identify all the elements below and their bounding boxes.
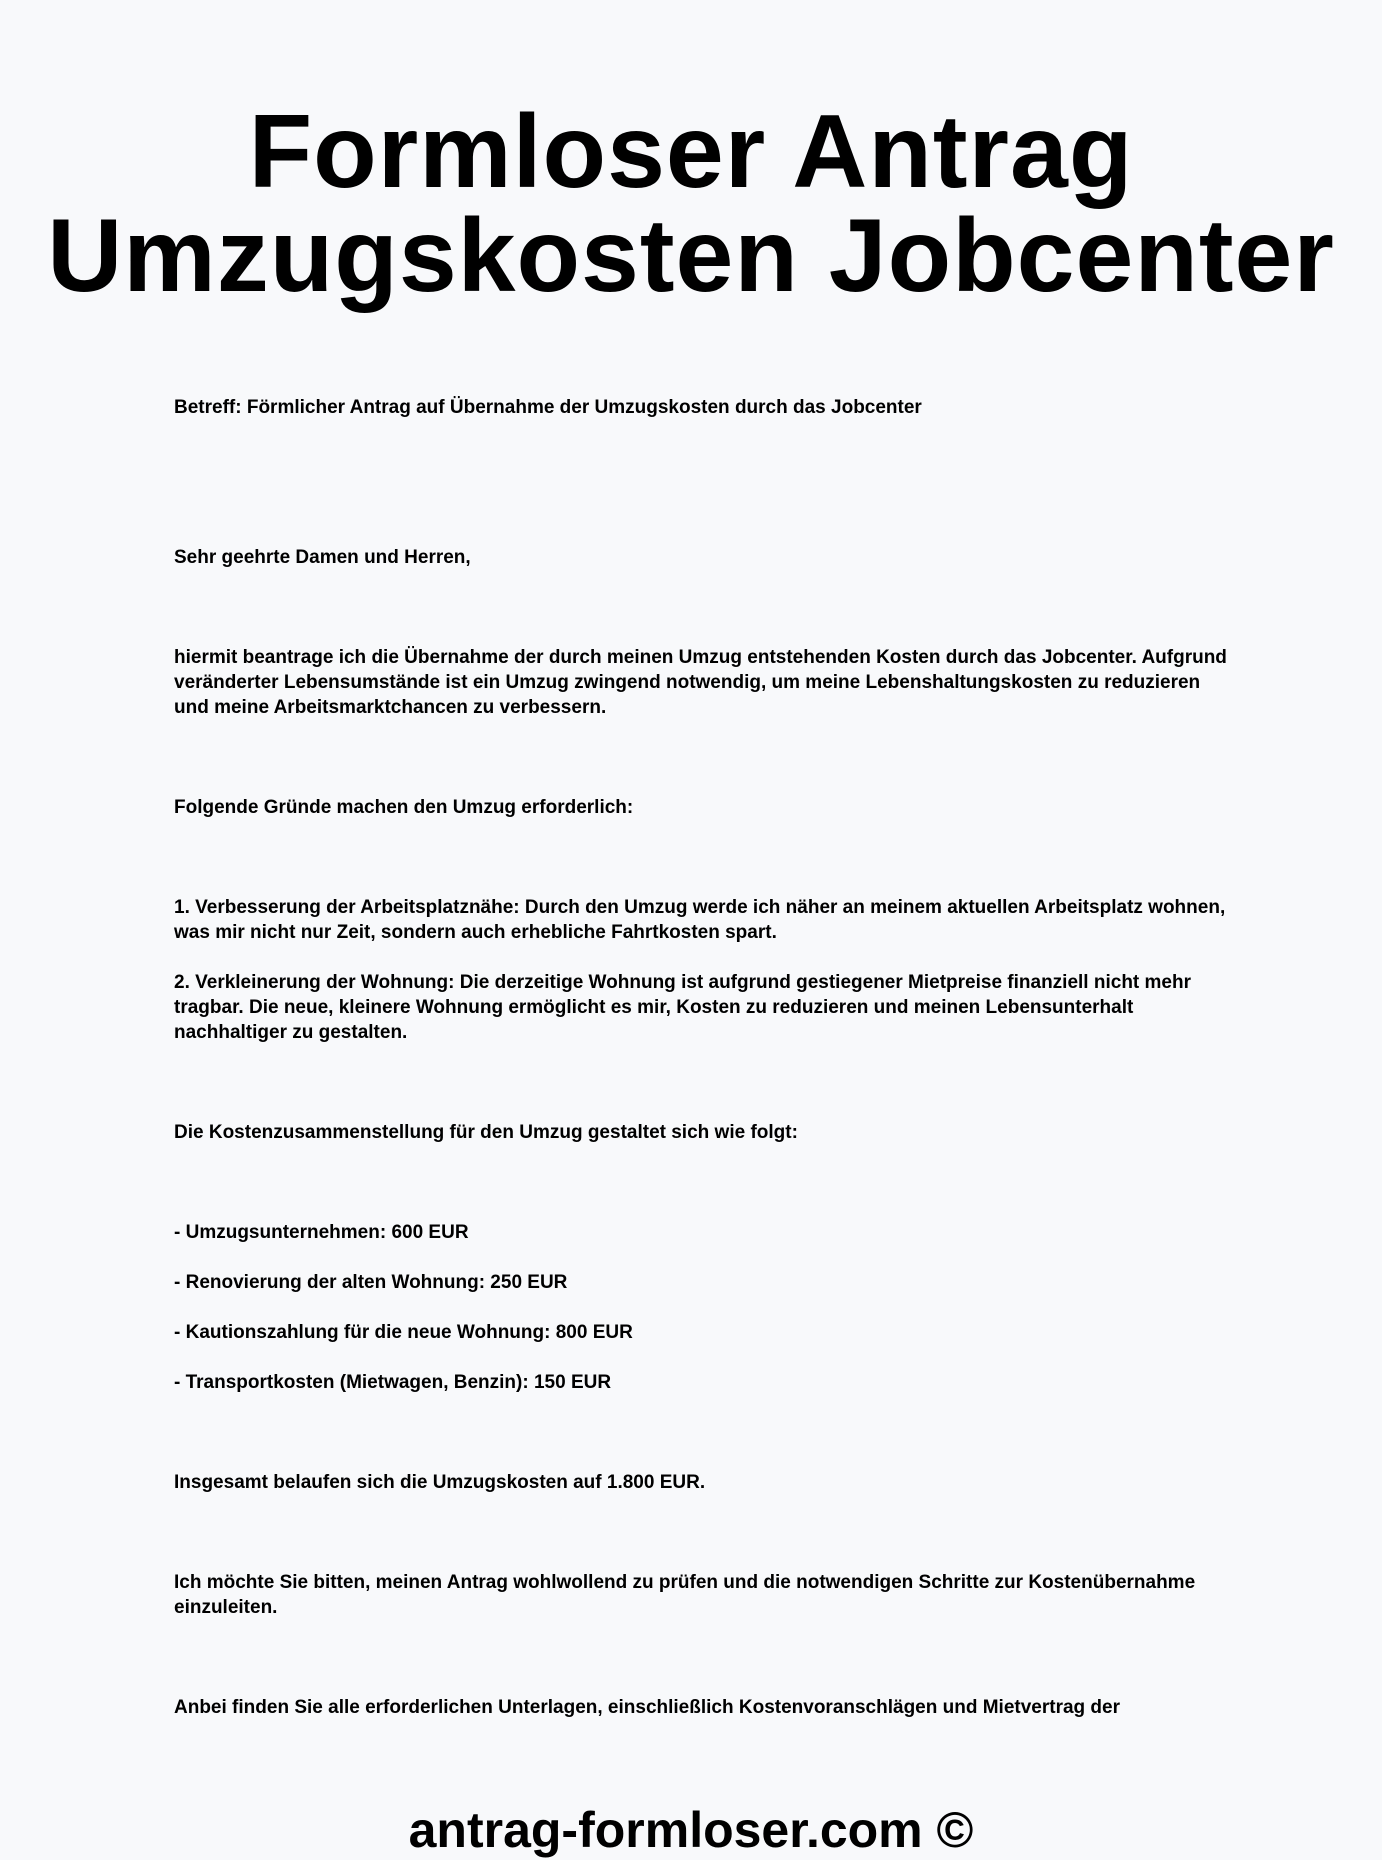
letter-body: [174, 395, 1234, 1720]
attachments-paragraph: Anbei finden Sie alle erforderlichen Unterlagen, einschließlich Kostenvoranschlägen und Mietvertrag der: [174, 1697, 1121, 1718]
document-title: [0, 94, 1382, 314]
request-paragraph: Ich möchte Sie bitten, meinen Antrag wohlwollend zu prüfen und die notwendigen Schritte zur Kostenübernahme einzuleiten.: [174, 1572, 1196, 1618]
footer-watermark: antrag-formloser.com ©: [408, 1802, 974, 1858]
intro-paragraph: hiermit beantrage ich die Übernahme der durch meinen Umzug entstehenden Kosten durch das Jobcenter. Aufgrund veränderter Lebensumstände ist ein Umzug zwingend notwendig, um meine Lebenshaltungskosten zu reduzieren und meine Arbeitsmarktchancen zu verbessern.: [174, 647, 1227, 718]
cost-item: - Renovierung der alten Wohnung: 250 EUR: [174, 1272, 568, 1293]
cost-item: - Umzugsunternehmen: 600 EUR: [174, 1222, 469, 1243]
title-line-2: Umzugskosten Jobcenter: [47, 198, 1335, 314]
total-costs: Insgesamt belaufen sich die Umzugskosten auf 1.800 EUR.: [174, 1472, 706, 1493]
reason-item: 2. Verkleinerung der Wohnung: Die derzeitige Wohnung ist aufgrund gestiegener Mietpreise finanziell nicht mehr tragbar. Die neue, kleinere Wohnung ermöglicht es mir, Kosten zu reduzieren und meinen Lebensunterhalt nachhaltiger zu gestalten.: [174, 972, 1191, 1043]
subject-line: Betreff: Förmlicher Antrag auf Übernahme der Umzugskosten durch das Jobcenter: [174, 397, 922, 418]
costs-lead: Die Kostenzusammenstellung für den Umzug gestaltet sich wie folgt:: [174, 1122, 798, 1143]
reasons-lead: Folgende Gründe machen den Umzug erforderlich:: [174, 797, 634, 818]
cost-item: - Transportkosten (Mietwagen, Benzin): 150 EUR: [174, 1372, 612, 1393]
greeting: Sehr geehrte Damen und Herren,: [174, 547, 471, 568]
title-line-1: Formloser Antrag: [248, 94, 1134, 210]
cost-item: - Kautionszahlung für die neue Wohnung: 800 EUR: [174, 1322, 633, 1343]
reason-item: 1. Verbesserung der Arbeitsplatznähe: Durch den Umzug werde ich näher an meinem aktuellen Arbeitsplatz wohnen, was mir nicht nur Zeit, sondern auch erhebliche Fahrtkosten spart.: [174, 897, 1226, 943]
